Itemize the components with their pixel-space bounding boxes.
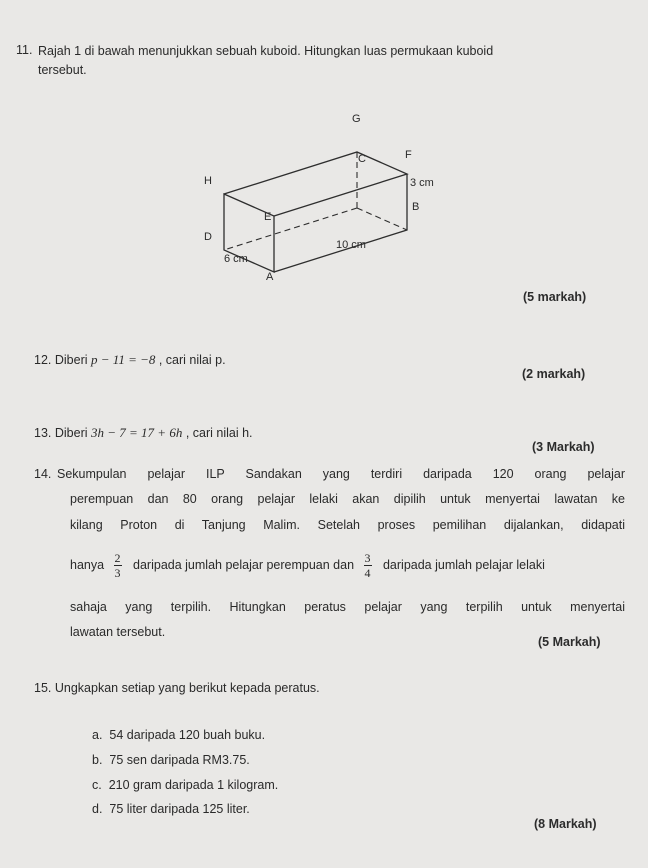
cuboid-right-edges: [274, 174, 407, 272]
q12-number: 12.: [34, 353, 52, 367]
q15-item-c-label: c.: [92, 778, 102, 792]
q13-lead: Diberi: [54, 426, 88, 440]
list-item: [92, 777, 278, 793]
q13-number: 13.: [34, 426, 52, 440]
q15-intro: Ungkapkan setiap yang berikut kepada peratus.: [54, 681, 320, 695]
vertex-label-h: H: [204, 175, 212, 187]
q14-fraction2-numerator: 3: [364, 551, 371, 565]
q15-item-d-text: 75 liter daripada 125 liter.: [109, 802, 250, 816]
q15-item-b-text: 75 sen daripada RM3.75.: [109, 753, 250, 767]
q14-text-line3: kilang Proton di Tanjung Malim. Setelah proses pemilihan dijalankan, didapati: [70, 518, 625, 532]
q11-text-line1: Rajah 1 di bawah menunjukkan sebuah kuboid. Hitungkan luas permukaan kuboid: [38, 44, 494, 58]
vertex-label-c: C: [358, 153, 366, 165]
q11-text-line2: tersebut.: [38, 63, 87, 77]
q14-fraction-three-quarters: [364, 552, 372, 579]
list-item: [92, 752, 250, 768]
q12-line: [34, 352, 226, 368]
q11-marks: (5 markah): [523, 290, 587, 304]
q15-number: 15.: [34, 681, 52, 695]
q15-item-b-label: b.: [92, 753, 103, 767]
vertex-label-a: A: [266, 271, 274, 283]
q13-line: [34, 425, 253, 441]
q14-fraction2-denominator: 4: [364, 566, 371, 580]
q14-text-line5: sahaja yang terpilih. Hitungkan peratus pelajar yang terpilih untuk menyertai: [70, 600, 625, 614]
vertex-label-e: E: [264, 211, 272, 223]
q14-text-line2: perempuan dan 80 orang pelajar lelaki akan dipilih untuk menyertai lawatan ke: [70, 492, 625, 506]
dimension-height-label: 3 cm: [410, 177, 434, 189]
q14-fraction1-denominator: 3: [114, 566, 121, 580]
vertex-label-g: G: [352, 113, 361, 125]
q13-tail: , cari nilai h.: [185, 426, 253, 440]
cuboid-hidden-edge-3: [357, 208, 407, 230]
q13-equation: 3h − 7 = 17 + 6h: [91, 425, 183, 440]
dimension-length-label: 10 cm: [336, 239, 366, 251]
cuboid-figure: [190, 100, 440, 290]
q15-item-a-text: 54 daripada 120 buah buku.: [109, 728, 266, 742]
q15-item-d-label: d.: [92, 802, 103, 816]
q14-line4-c: daripada jumlah pelajar lelaki: [382, 557, 545, 572]
q14-text-line1: Sekumpulan pelajar ILP Sandakan yang terdiri daripada 120 orang pelajar: [57, 467, 625, 481]
q14-text-line4: [70, 552, 545, 579]
q15-marks: (8 Markah): [534, 817, 597, 831]
q15-line: [34, 680, 320, 696]
q14-number: 14.: [34, 467, 52, 481]
q12-lead: Diberi: [54, 353, 88, 367]
q14-fraction-two-thirds: [114, 552, 122, 579]
q14-line4-b: daripada jumlah pelajar perempuan dan: [133, 557, 355, 572]
vertex-label-f: F: [405, 149, 412, 161]
dimension-width-label: 6 cm: [224, 253, 248, 265]
q12-equation: p − 11 = −8: [91, 352, 156, 367]
list-item: [92, 801, 250, 817]
vertex-label-b: B: [412, 201, 420, 213]
q13-marks: (3 Markah): [532, 440, 595, 454]
vertex-label-d: D: [204, 231, 212, 243]
q14-line4-a: hanya: [70, 557, 105, 572]
q15-item-c-text: 210 gram daripada 1 kilogram.: [108, 778, 279, 792]
q14-fraction1-numerator: 2: [114, 551, 121, 565]
q14-text-line6: lawatan tersebut.: [70, 625, 166, 639]
q11-number: 11.: [16, 43, 33, 57]
q14-marks: (5 Markah): [538, 635, 601, 649]
q15-item-a-label: a.: [92, 728, 103, 742]
q12-marks: (2 markah): [522, 367, 586, 381]
q12-tail: , cari nilai p.: [158, 353, 226, 367]
list-item: [92, 727, 265, 743]
